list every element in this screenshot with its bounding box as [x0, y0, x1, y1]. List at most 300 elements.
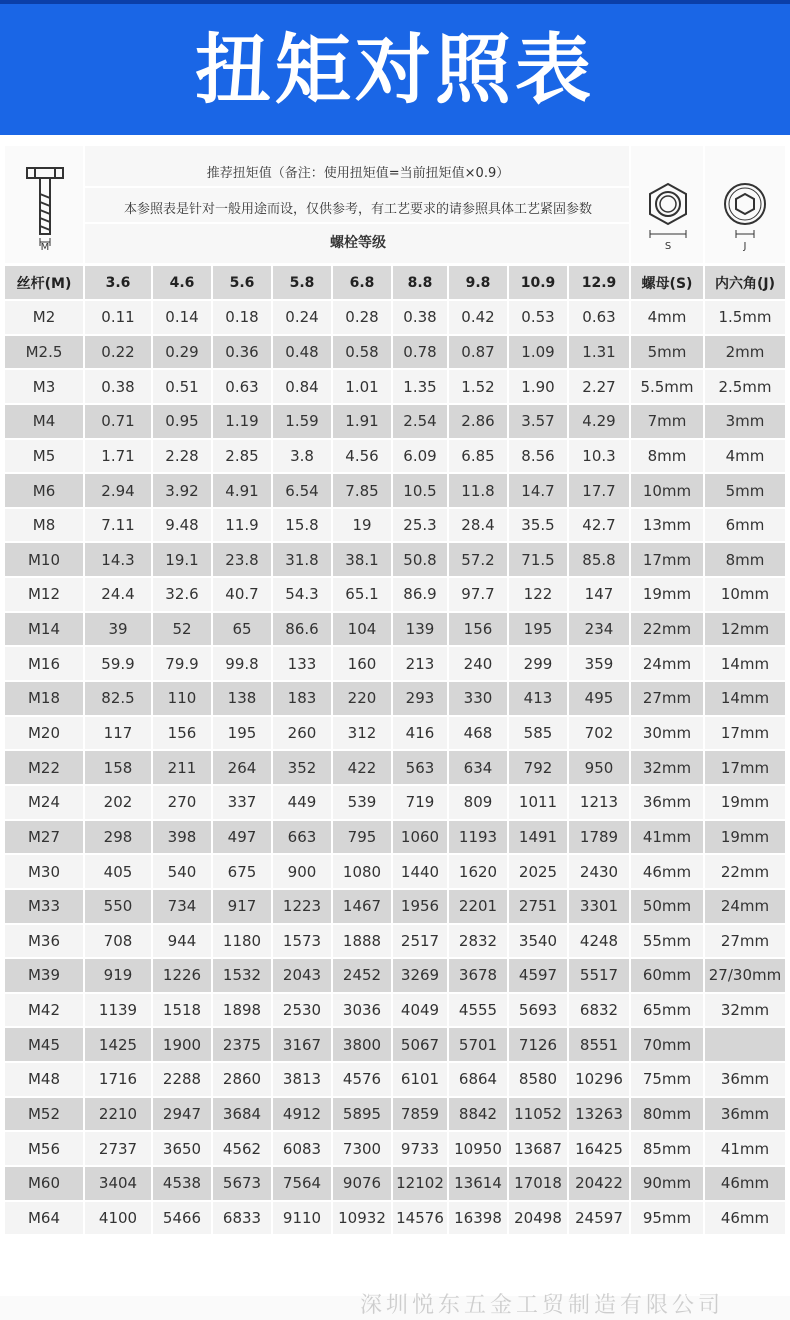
table-cell: 10950	[449, 1132, 509, 1167]
table-row	[5, 613, 785, 648]
table-cell: 10932	[333, 1202, 393, 1237]
table-row	[5, 821, 785, 856]
table-cell: 495	[569, 682, 631, 717]
table-cell: 5673	[213, 1167, 273, 1202]
table-cell: 158	[85, 751, 153, 786]
table-cell: 213	[393, 647, 449, 682]
page-title: 扭矩对照表	[195, 25, 595, 114]
table-cell: 3813	[273, 1063, 333, 1098]
table-cell: 359	[569, 647, 631, 682]
table-cell: 95mm	[631, 1202, 705, 1237]
table-cell: 139	[393, 613, 449, 648]
table-cell: 3.92	[153, 474, 213, 509]
company-watermark: 深圳悦东五金工贸制造有限公司	[360, 1293, 725, 1318]
table-cell: 0.14	[153, 301, 213, 336]
table-cell: 110	[153, 682, 213, 717]
table-cell: 7.85	[333, 474, 393, 509]
table-cell: 65.1	[333, 578, 393, 613]
table-cell: 234	[569, 613, 631, 648]
column-header: 10.9	[509, 266, 569, 301]
table-cell: 17mm	[705, 751, 785, 786]
table-cell: 19mm	[631, 578, 705, 613]
column-header: 9.8	[449, 266, 509, 301]
table-cell: 10.5	[393, 474, 449, 509]
table-cell: M60	[5, 1167, 85, 1202]
table-cell: 4.29	[569, 405, 631, 440]
table-cell: 3167	[273, 1028, 333, 1063]
table-cell: 138	[213, 682, 273, 717]
table-cell: 900	[273, 855, 333, 890]
table-row	[5, 301, 785, 336]
table-cell: 10mm	[705, 578, 785, 613]
table-cell: 3301	[569, 890, 631, 925]
table-cell: 2.86	[449, 405, 509, 440]
table-cell: 7300	[333, 1132, 393, 1167]
table-row	[5, 440, 785, 475]
table-cell: 1226	[153, 959, 213, 994]
table-cell: 7mm	[631, 405, 705, 440]
column-header: 螺母(S)	[631, 266, 705, 301]
table-row	[5, 1167, 785, 1202]
column-header: 4.6	[153, 266, 213, 301]
table-header-block	[5, 146, 785, 263]
table-cell: 1139	[85, 994, 153, 1029]
table-cell: 71.5	[509, 543, 569, 578]
table-cell: 0.38	[393, 301, 449, 336]
table-cell: 2517	[393, 925, 449, 960]
table-cell: 3404	[85, 1167, 153, 1202]
table-row	[5, 890, 785, 925]
table-cell: 1491	[509, 821, 569, 856]
table-cell: 9.48	[153, 509, 213, 544]
table-cell: M5	[5, 440, 85, 475]
table-cell: 1.01	[333, 370, 393, 405]
table-cell: 90mm	[631, 1167, 705, 1202]
table-cell: 1440	[393, 855, 449, 890]
table-cell: 4049	[393, 994, 449, 1029]
table-cell: 46mm	[705, 1202, 785, 1237]
table-cell: 32mm	[631, 751, 705, 786]
table-cell: 50mm	[631, 890, 705, 925]
hex-nut-icon	[631, 146, 705, 263]
nut-diagram-cell	[631, 146, 705, 263]
table-cell: 17mm	[705, 717, 785, 752]
table-cell: 122	[509, 578, 569, 613]
table-cell: 20498	[509, 1202, 569, 1237]
table-cell: 10.3	[569, 440, 631, 475]
table-cell: 54.3	[273, 578, 333, 613]
table-cell: 1518	[153, 994, 213, 1029]
table-cell: 5mm	[705, 474, 785, 509]
table-cell: 32.6	[153, 578, 213, 613]
bolt-grade-heading: 螺栓等级	[330, 235, 386, 251]
table-cell: 65	[213, 613, 273, 648]
table-cell: 4912	[273, 1098, 333, 1133]
table-cell: 13614	[449, 1167, 509, 1202]
table-row	[5, 370, 785, 405]
table-cell: 11.8	[449, 474, 509, 509]
table-cell: 156	[449, 613, 509, 648]
table-cell: 2.54	[393, 405, 449, 440]
table-cell: 2947	[153, 1098, 213, 1133]
table-cell: M56	[5, 1132, 85, 1167]
table-cell: 46mm	[705, 1167, 785, 1202]
table-row	[5, 1028, 785, 1063]
table-cell: 183	[273, 682, 333, 717]
table-cell: 4555	[449, 994, 509, 1029]
table-cell: 312	[333, 717, 393, 752]
table-cell: 6833	[213, 1202, 273, 1237]
table-cell: M27	[5, 821, 85, 856]
table-cell: 1620	[449, 855, 509, 890]
table-cell: 160	[333, 647, 393, 682]
bolt-label: M	[40, 242, 50, 253]
table-cell: 1180	[213, 925, 273, 960]
table-cell: 9733	[393, 1132, 449, 1167]
table-cell: 35.5	[509, 509, 569, 544]
column-header: 8.8	[393, 266, 449, 301]
table-cell: 1.59	[273, 405, 333, 440]
column-header: 5.8	[273, 266, 333, 301]
table-cell: M30	[5, 855, 85, 890]
table-row	[5, 647, 785, 682]
table-cell: 8580	[509, 1063, 569, 1098]
table-cell: 2.94	[85, 474, 153, 509]
table-cell: 416	[393, 717, 449, 752]
table-cell: 4576	[333, 1063, 393, 1098]
table-cell: 9076	[333, 1167, 393, 1202]
table-cell: 708	[85, 925, 153, 960]
table-cell: 99.8	[213, 647, 273, 682]
table-cell: 16425	[569, 1132, 631, 1167]
table-row	[5, 786, 785, 821]
table-cell: 195	[213, 717, 273, 752]
table-cell: 10mm	[631, 474, 705, 509]
table-cell: 2.5mm	[705, 370, 785, 405]
table-cell: 117	[85, 717, 153, 752]
table-cell: 40.7	[213, 578, 273, 613]
table-cell: 11052	[509, 1098, 569, 1133]
table-cell: 264	[213, 751, 273, 786]
table-cell: 398	[153, 821, 213, 856]
table-cell: 0.18	[213, 301, 273, 336]
table-cell: 634	[449, 751, 509, 786]
table-row	[5, 925, 785, 960]
table-cell: M39	[5, 959, 85, 994]
table-cell: 46mm	[631, 855, 705, 890]
table-cell: 2430	[569, 855, 631, 890]
table-cell: 702	[569, 717, 631, 752]
table-row	[5, 682, 785, 717]
hex-label: J	[743, 241, 747, 252]
table-cell: M3	[5, 370, 85, 405]
recommendation-cell	[85, 146, 631, 263]
table-cell: 82.5	[85, 682, 153, 717]
table-cell: 2288	[153, 1063, 213, 1098]
table-cell: 11.9	[213, 509, 273, 544]
table-cell: 65mm	[631, 994, 705, 1029]
table-cell: 270	[153, 786, 213, 821]
table-cell: 3.57	[509, 405, 569, 440]
table-cell: M14	[5, 613, 85, 648]
table-cell: 1193	[449, 821, 509, 856]
table-cell: 3678	[449, 959, 509, 994]
table-cell: 734	[153, 890, 213, 925]
table-cell: 550	[85, 890, 153, 925]
table-cell: 27/30mm	[705, 959, 785, 994]
table-cell: 97.7	[449, 578, 509, 613]
table-cell: 4597	[509, 959, 569, 994]
table-cell: M2.5	[5, 336, 85, 371]
banner-top-stripe	[0, 0, 790, 4]
table-cell: 13687	[509, 1132, 569, 1167]
table-cell: 1080	[333, 855, 393, 890]
hex-socket-diagram-cell	[705, 146, 785, 263]
table-cell: 156	[153, 717, 213, 752]
table-cell: 24.4	[85, 578, 153, 613]
table-cell: 298	[85, 821, 153, 856]
table-cell: 1956	[393, 890, 449, 925]
table-cell: 3650	[153, 1132, 213, 1167]
table-cell: 14mm	[705, 647, 785, 682]
table-cell: 1.91	[333, 405, 393, 440]
table-cell: 6864	[449, 1063, 509, 1098]
table-cell: 1467	[333, 890, 393, 925]
table-cell: 2025	[509, 855, 569, 890]
table-cell: 3mm	[705, 405, 785, 440]
table-cell: 19mm	[705, 786, 785, 821]
table-cell: 0.84	[273, 370, 333, 405]
table-cell: 4248	[569, 925, 631, 960]
table-cell: 5701	[449, 1028, 509, 1063]
table-cell: 293	[393, 682, 449, 717]
table-cell: 41mm	[705, 1132, 785, 1167]
table-cell: 5mm	[631, 336, 705, 371]
table-cell: 2737	[85, 1132, 153, 1167]
table-cell: 23.8	[213, 543, 273, 578]
table-cell: 2452	[333, 959, 393, 994]
table-cell: 719	[393, 786, 449, 821]
table-cell: 1425	[85, 1028, 153, 1063]
title-banner	[0, 0, 790, 135]
table-cell: 20422	[569, 1167, 631, 1202]
table-cell: 133	[273, 647, 333, 682]
table-cell: 104	[333, 613, 393, 648]
table-cell: 0.11	[85, 301, 153, 336]
table-cell: 9110	[273, 1202, 333, 1237]
divider	[85, 186, 631, 188]
table-cell: M24	[5, 786, 85, 821]
table-cell: 2375	[213, 1028, 273, 1063]
table-cell: M2	[5, 301, 85, 336]
table-cell: 8842	[449, 1098, 509, 1133]
table-cell: 792	[509, 751, 569, 786]
table-cell: 17018	[509, 1167, 569, 1202]
table-cell: 2.28	[153, 440, 213, 475]
table-cell: 540	[153, 855, 213, 890]
table-cell: 19mm	[705, 821, 785, 856]
table-cell: M18	[5, 682, 85, 717]
table-cell: 2210	[85, 1098, 153, 1133]
table-cell: 0.38	[85, 370, 153, 405]
table-cell	[705, 1028, 785, 1063]
bolt-icon	[5, 146, 85, 263]
table-cell: 449	[273, 786, 333, 821]
table-cell: 0.78	[393, 336, 449, 371]
table-cell: 60mm	[631, 959, 705, 994]
table-cell: 195	[509, 613, 569, 648]
table-row	[5, 751, 785, 786]
table-cell: 3540	[509, 925, 569, 960]
table-cell: 14mm	[705, 682, 785, 717]
table-cell: M52	[5, 1098, 85, 1133]
table-row	[5, 959, 785, 994]
table-cell: 0.63	[569, 301, 631, 336]
table-cell: 4.91	[213, 474, 273, 509]
table-cell: 42.7	[569, 509, 631, 544]
table-cell: 50.8	[393, 543, 449, 578]
table-row	[5, 578, 785, 613]
table-cell: 413	[509, 682, 569, 717]
table-cell: 22mm	[631, 613, 705, 648]
table-cell: 5693	[509, 994, 569, 1029]
table-cell: 14576	[393, 1202, 449, 1237]
table-row	[5, 405, 785, 440]
table-cell: 1888	[333, 925, 393, 960]
table-cell: 1789	[569, 821, 631, 856]
table-cell: 211	[153, 751, 213, 786]
table-cell: 6.85	[449, 440, 509, 475]
table-cell: 0.36	[213, 336, 273, 371]
table-cell: 1532	[213, 959, 273, 994]
table-cell: 22mm	[705, 855, 785, 890]
table-cell: 28.4	[449, 509, 509, 544]
table-cell: 220	[333, 682, 393, 717]
table-cell: 86.9	[393, 578, 449, 613]
table-cell: M6	[5, 474, 85, 509]
table-cell: 31.8	[273, 543, 333, 578]
table-cell: 8mm	[705, 543, 785, 578]
table-cell: 39	[85, 613, 153, 648]
table-cell: 70mm	[631, 1028, 705, 1063]
table-cell: 352	[273, 751, 333, 786]
table-cell: 2.27	[569, 370, 631, 405]
table-cell: M36	[5, 925, 85, 960]
table-cell: 0.48	[273, 336, 333, 371]
table-cell: 14.3	[85, 543, 153, 578]
table-cell: 0.63	[213, 370, 273, 405]
table-row	[5, 543, 785, 578]
table-cell: 25.3	[393, 509, 449, 544]
table-row	[5, 1098, 785, 1133]
table-cell: 8551	[569, 1028, 631, 1063]
table-cell: 0.51	[153, 370, 213, 405]
table-cell: 1223	[273, 890, 333, 925]
table-cell: 1.31	[569, 336, 631, 371]
table-cell: 1213	[569, 786, 631, 821]
table-cell: 1.35	[393, 370, 449, 405]
table-cell: 4mm	[631, 301, 705, 336]
table-row	[5, 855, 785, 890]
table-cell: 1.19	[213, 405, 273, 440]
table-cell: 5466	[153, 1202, 213, 1237]
table-cell: 795	[333, 821, 393, 856]
table-cell: 85mm	[631, 1132, 705, 1167]
table-cell: 6083	[273, 1132, 333, 1167]
table-cell: M16	[5, 647, 85, 682]
table-cell: 260	[273, 717, 333, 752]
table-cell: M22	[5, 751, 85, 786]
table-cell: 1.09	[509, 336, 569, 371]
table-cell: 86.6	[273, 613, 333, 648]
table-cell: 30mm	[631, 717, 705, 752]
table-cell: 0.29	[153, 336, 213, 371]
table-row	[5, 509, 785, 544]
table-cell: 79.9	[153, 647, 213, 682]
table-cell: 3036	[333, 994, 393, 1029]
table-cell: 585	[509, 717, 569, 752]
table-cell: M8	[5, 509, 85, 544]
recommend-note: 推荐扭矩值（备注：使用扭矩值=当前扭矩值×0.9）	[206, 166, 510, 181]
table-cell: 27mm	[631, 682, 705, 717]
table-cell: 12102	[393, 1167, 449, 1202]
table-cell: 36mm	[705, 1063, 785, 1098]
table-cell: 4mm	[705, 440, 785, 475]
table-cell: 4562	[213, 1132, 273, 1167]
table-cell: 944	[153, 925, 213, 960]
table-cell: 950	[569, 751, 631, 786]
table-cell: 0.42	[449, 301, 509, 336]
table-cell: 330	[449, 682, 509, 717]
table-cell: 1.52	[449, 370, 509, 405]
table-cell: 2mm	[705, 336, 785, 371]
table-cell: 7126	[509, 1028, 569, 1063]
table-cell: M20	[5, 717, 85, 752]
table-cell: 24597	[569, 1202, 631, 1237]
column-header: 5.6	[213, 266, 273, 301]
table-cell: 36mm	[705, 1098, 785, 1133]
table-cell: 337	[213, 786, 273, 821]
table-cell: 2043	[273, 959, 333, 994]
reference-note: 本参照表是针对一般用途而设，仅供参考，有工艺要求的请参照具体工艺紧固参数	[123, 202, 592, 217]
table-cell: 8.56	[509, 440, 569, 475]
table-cell: 147	[569, 578, 631, 613]
table-row	[5, 994, 785, 1029]
table-cell: 32mm	[705, 994, 785, 1029]
column-header: 6.8	[333, 266, 393, 301]
column-header: 丝杆(M)	[5, 266, 85, 301]
table-cell: 0.28	[333, 301, 393, 336]
table-cell: M45	[5, 1028, 85, 1063]
table-cell: M64	[5, 1202, 85, 1237]
table-cell: 6.09	[393, 440, 449, 475]
table-cell: 663	[273, 821, 333, 856]
column-header-row	[5, 266, 785, 301]
table-cell: 675	[213, 855, 273, 890]
table-cell: 36mm	[631, 786, 705, 821]
column-header: 3.6	[85, 266, 153, 301]
table-cell: M4	[5, 405, 85, 440]
table-cell: 5895	[333, 1098, 393, 1133]
hex-socket-icon	[705, 146, 785, 263]
table-cell: 17mm	[631, 543, 705, 578]
table-cell: 0.22	[85, 336, 153, 371]
table-cell: 2530	[273, 994, 333, 1029]
table-cell: 2.85	[213, 440, 273, 475]
torque-table	[5, 146, 785, 1236]
table-cell: 55mm	[631, 925, 705, 960]
table-cell: 563	[393, 751, 449, 786]
